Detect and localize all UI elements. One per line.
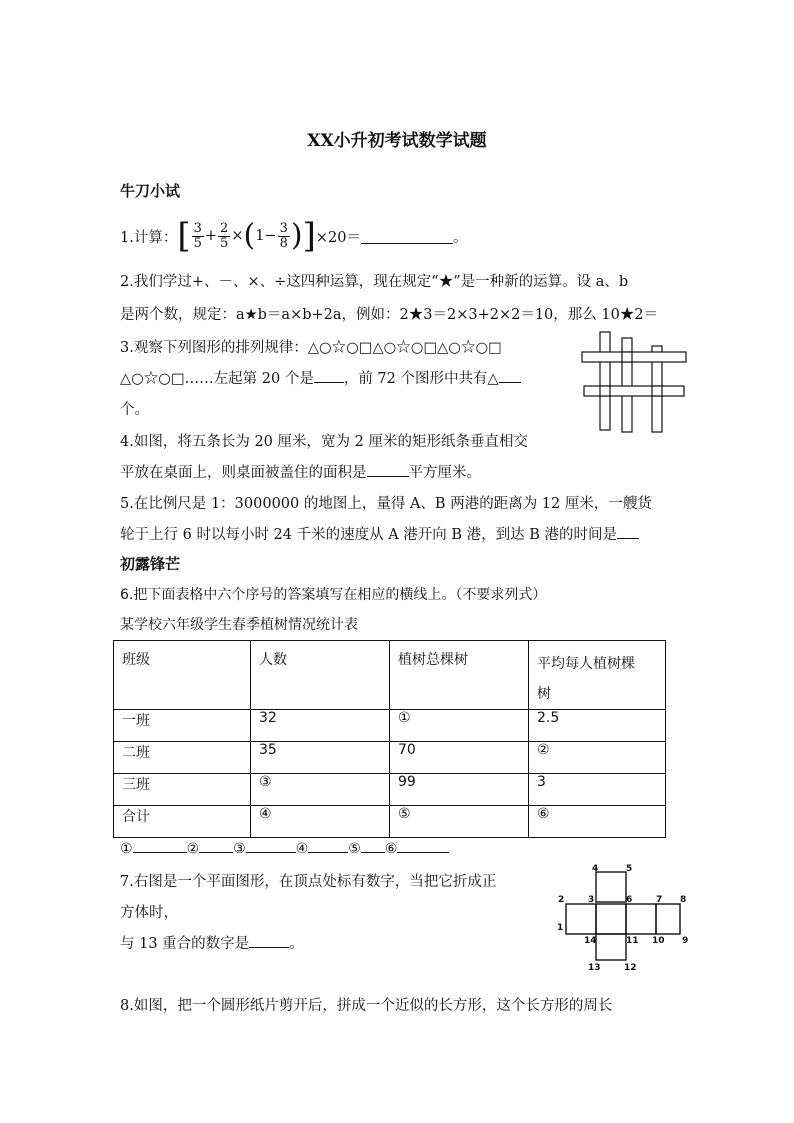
table-cell: 32 (251, 710, 390, 742)
strip-v1 (600, 332, 610, 430)
net-face-bottom (596, 934, 626, 960)
right-bracket: ] (302, 216, 316, 256)
answer-blank-1[interactable] (133, 838, 187, 853)
table-cell: 35 (251, 742, 390, 774)
fraction-3-8: $\frac{3}{8}$ (279, 220, 288, 251)
answer-blank-3[interactable] (246, 838, 296, 853)
q3-line2a: △○☆○□……左起第 20 个是 (120, 371, 314, 387)
answer-blank-2[interactable] (199, 838, 233, 853)
vertex-label: 1 (557, 923, 564, 933)
q3-blank-2[interactable] (499, 368, 521, 383)
q3-line2 (120, 367, 521, 388)
q3-blank-1[interactable] (314, 368, 344, 383)
table-cell: 70 (390, 742, 529, 774)
woven-strips-figure (580, 328, 690, 434)
q1-end: 。 (452, 229, 468, 246)
table-cell: 99 (390, 774, 529, 806)
table-header-row (114, 641, 666, 710)
table-cell: 一班 (114, 710, 251, 742)
table-row (114, 742, 666, 774)
q4-blank[interactable] (367, 462, 409, 477)
q2-line2: 是两个数，规定：a★b＝a×b+2a，例如：2★3＝2×3+2×2＝10，那么 10★2＝ (120, 307, 659, 323)
q7-line2: 方体时， (120, 905, 178, 921)
q3-line3: 个。 (120, 402, 149, 418)
q4-line2 (120, 461, 481, 482)
vertex-label: 8 (680, 895, 687, 905)
net-face-top (596, 872, 626, 902)
vertex-label: 3 (588, 895, 595, 905)
vertex-label: 11 (626, 936, 639, 946)
table-title: 某学校六年级学生春季植树情况统计表 (120, 617, 358, 633)
table-cell: ③ (251, 774, 390, 806)
vertex-label: 7 (656, 895, 663, 905)
table-cell: 2.5 (529, 710, 666, 742)
q6-answer-line: ① ② ③ ④ ⑤ ⑥ (120, 838, 449, 857)
net-face-1 (566, 904, 596, 934)
left-paren: ( (243, 218, 256, 253)
table-cell: ① (390, 710, 529, 742)
q5-line2-text: 轮于上行 6 时以每小时 24 千米的速度从 A 港开向 B 港，到达 B 港的时间是 (120, 527, 618, 543)
q7-line1: 7.右图是一个平面图形，在顶点处标有数字，当把它折成正 (120, 874, 497, 890)
left-bracket: [ (177, 216, 191, 256)
weave-cross-3 (652, 386, 662, 396)
q1-answer-blank[interactable] (361, 229, 453, 244)
q7-blank[interactable] (249, 933, 289, 948)
question-1 (120, 212, 467, 260)
q6-line1: 6.把下面表格中六个序号的答案填写在相应的横线上。（不要求列式） (120, 587, 547, 603)
fraction-2-5: $\frac{2}{5}$ (220, 220, 229, 251)
q2-line1: 2.我们学过+、－、×、÷这四种运算，现在规定“★”是一种新的运算。设 a、b (120, 274, 629, 290)
header-total-trees: 植树总棵树 (390, 641, 529, 710)
q4-line1: 4.如图，将五条长为 20 厘米，宽为 2 厘米的矩形纸条垂直相交 (120, 434, 528, 450)
q5-blank[interactable] (617, 524, 639, 539)
q4-line2b: 平方厘米。 (408, 465, 481, 481)
section-heading-1: 牛刀小试 (120, 182, 181, 200)
answer-blank-6[interactable] (397, 838, 449, 853)
table-cell: ⑥ (529, 806, 666, 838)
table-cell: ④ (251, 806, 390, 838)
vertex-label: 2 (558, 895, 565, 905)
page-title: XX小升初考试数学试题 (307, 131, 487, 151)
q7-line3a: 与 13 重合的数字是 (120, 936, 250, 952)
table-row (114, 774, 666, 806)
section-heading-2: 初露锋芒 (120, 555, 181, 573)
vertex-label: 9 (682, 936, 689, 946)
table-row (114, 710, 666, 742)
header-count: 人数 (251, 641, 390, 710)
q1-tail: ×20＝ (315, 229, 361, 246)
q5-line2 (120, 523, 639, 544)
statistics-table (113, 640, 666, 838)
fraction-3-5: $\frac{3}{5}$ (193, 220, 202, 251)
q7-line3 (120, 932, 304, 953)
table-cell: 合计 (114, 806, 251, 838)
vertex-label: 12 (624, 963, 637, 973)
cube-net-figure (552, 864, 692, 976)
q8-line1: 8.如图，把一个圆形纸片剪开后，拼成一个近似的长方形，这个长方形的周长 (120, 998, 613, 1014)
table-cell: 二班 (114, 742, 251, 774)
weave-cross-1 (622, 352, 632, 362)
q7-line3b: 。 (289, 936, 304, 952)
net-face-3 (626, 904, 656, 934)
q5-line1: 5.在比例尺是 1：3000000 的地图上，量得 A、B 两港的距离为 12 厘米，一艘货 (120, 496, 652, 512)
answer-blank-4[interactable] (308, 838, 348, 853)
one-minus: 1− (255, 228, 277, 244)
vertex-label: 4 (592, 864, 599, 874)
vertex-label: 10 (652, 936, 665, 946)
net-face-2 (596, 904, 626, 934)
net-face-4 (656, 904, 680, 934)
strip-h1 (582, 352, 686, 362)
times-sign: × (231, 228, 244, 244)
q3-line2b: ，前 72 个图形中共有△ (343, 371, 499, 387)
header-class: 班级 (114, 641, 251, 710)
vertex-label: 6 (626, 895, 633, 905)
right-paren: ) (290, 218, 303, 253)
vertex-label: 5 (626, 864, 633, 874)
table-row (114, 806, 666, 838)
answer-blank-5[interactable] (361, 838, 385, 853)
table-cell: ② (529, 742, 666, 774)
table-cell: 3 (529, 774, 666, 806)
q1-prefix: 1.计算： (120, 229, 178, 246)
q4-line2a: 平放在桌面上，则桌面被盖住的面积是 (120, 465, 367, 481)
strip-h2 (584, 386, 684, 396)
q3-line1: 3.观察下列图形的排列规律：△○☆○□△○☆○□△○☆○□ (120, 340, 502, 356)
vertex-label: 14 (584, 936, 597, 946)
header-average: 平均每人植树棵 树 (529, 641, 666, 710)
plus-sign: + (204, 228, 218, 244)
table-cell: ⑤ (390, 806, 529, 838)
table-cell: 三班 (114, 774, 251, 806)
vertex-label: 13 (588, 963, 601, 973)
weave-cross-2 (600, 386, 610, 396)
